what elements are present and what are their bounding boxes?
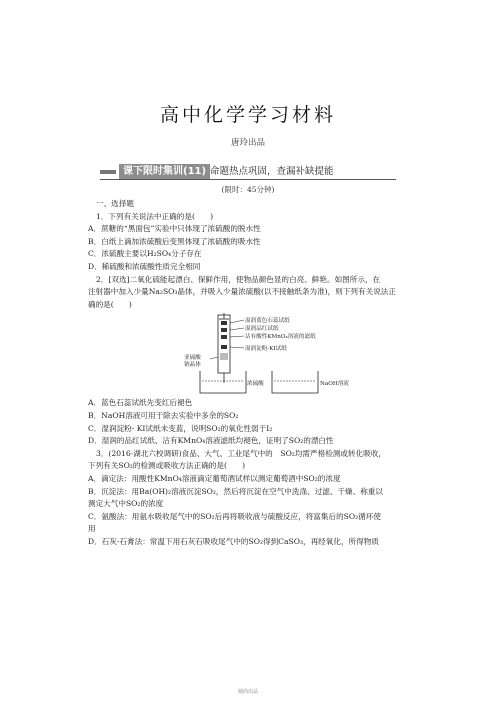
page-footer: 鼎尚出品 [237,689,258,695]
paper-strip-4 [221,345,227,349]
apparatus-diagram [88,313,410,395]
q2-stem-line: 注射器中加入少量Na₂SO₃晶体，并吸入少量浓硫酸(以不接触纸条为准)，则下列有关说法正 [88,287,396,297]
right-beaker-label: NaOH溶液 [320,381,349,388]
strip2-label: 湿润品红试纸 [245,326,279,333]
apparatus-figure [88,313,410,395]
crystal-label-2: 钠晶体 [184,362,201,369]
paper-strip-2 [221,328,227,332]
question-content [88,198,410,548]
q2-stem-line: 2．[双选]二氧化硫能起漂白、保鲜作用，使物品颜色显的白亮、鲜艳。如图所示，在 [96,274,381,284]
strip4-label: 湿润淀粉-KI试纸 [245,346,287,353]
right-beaker [272,371,318,393]
banner-subtitle: 命题热点巩固，查漏补缺提能 [210,166,334,177]
time-limit: (限时：45分钟) [221,185,275,194]
document-title: 高中化学学习材料 [159,104,336,126]
banner-bar [100,170,116,174]
q3-option-line: B．沉淀法：用Ba(OH)₂溶液沉淀SO₂，然后将沉淀在空气中洗涤、过滤、干燥、称重以 [88,486,383,496]
author-line: 唐玲出品 [230,138,265,148]
q1-option-b: B．白纸上滴加浓硫酸后变黑体现了浓硫酸的吸水性 [88,236,261,246]
q3-option-line: A．滴定法：用酸性KMnO₄溶液滴定葡萄酒试样以测定葡萄酒中SO₂的浓度 [88,473,341,483]
q2-option-c: C．湿润淀粉- KI试纸未变蓝，说明SO₂的氧化性弱于I₂ [88,423,273,433]
section-heading: 一、选择题 [96,199,134,208]
q1-option-d: D．稀硫酸和浓硫酸性质完全相同 [88,261,201,271]
paper-strip-3 [221,335,227,339]
crystal-label-1: 亚硫酸 [184,355,201,362]
q1-option-c: C．浓硫酸主要以H₂SO₄分子存在 [88,249,202,259]
banner-label: 课下限时集训(11) [119,164,210,180]
strip1-label: 湿润蓝色石蕊试纸 [245,318,290,325]
q3-option-line: D．石灰-石膏法：常温下用石灰石吸收尾气中的SO₂得到CaSO₃，再经氧化，所得物质 [88,536,379,546]
q2-option-a: A．蓝色石蕊试纸先变红后褪色 [88,398,193,408]
q3-option-line: 用 [88,524,96,534]
q1-option-a: A．蔗糖的“黑面包”实验中只体现了浓硫酸的脱水性 [88,224,261,234]
q3-stem-line: 3．(2016·湖北六校调研)食品、大气、工业尾气中的 SO₂均需严格检测或转化吸收， [96,448,386,458]
q3-stem-line: 下列有关SO₂的检测或吸收方法正确的是( ) [88,461,246,471]
q2-option-d: D．湿润的品红试纸、沾有KMnO₄溶液滤纸均褪色，证明了SO₂的漂白性 [88,436,334,446]
section-banner [100,164,396,180]
left-beaker [200,371,246,393]
banner-rule [100,179,396,180]
crystal-sample [220,353,228,360]
q3-option-line: 测定大气中SO₂的浓度 [88,499,164,509]
q2-option-b: B．NaOH溶液可用于除去实验中多余的SO₂ [88,410,239,420]
q2-stem-line: 确的是( ) [88,299,132,309]
q3-option-line: C．氨酸法：用氨水吸收尾气中的SO₂后再将吸收液与硫酸反应，将富集后的SO₂循环使 [88,511,381,521]
left-beaker-label: 浓硫酸 [247,381,264,388]
q1-stem: 1．下列有关说法中正确的是( ) [96,211,214,221]
strip3-label: 沾有酸性KMnO₄溶液的滤纸 [245,334,316,341]
paper-strip-1 [221,321,227,325]
